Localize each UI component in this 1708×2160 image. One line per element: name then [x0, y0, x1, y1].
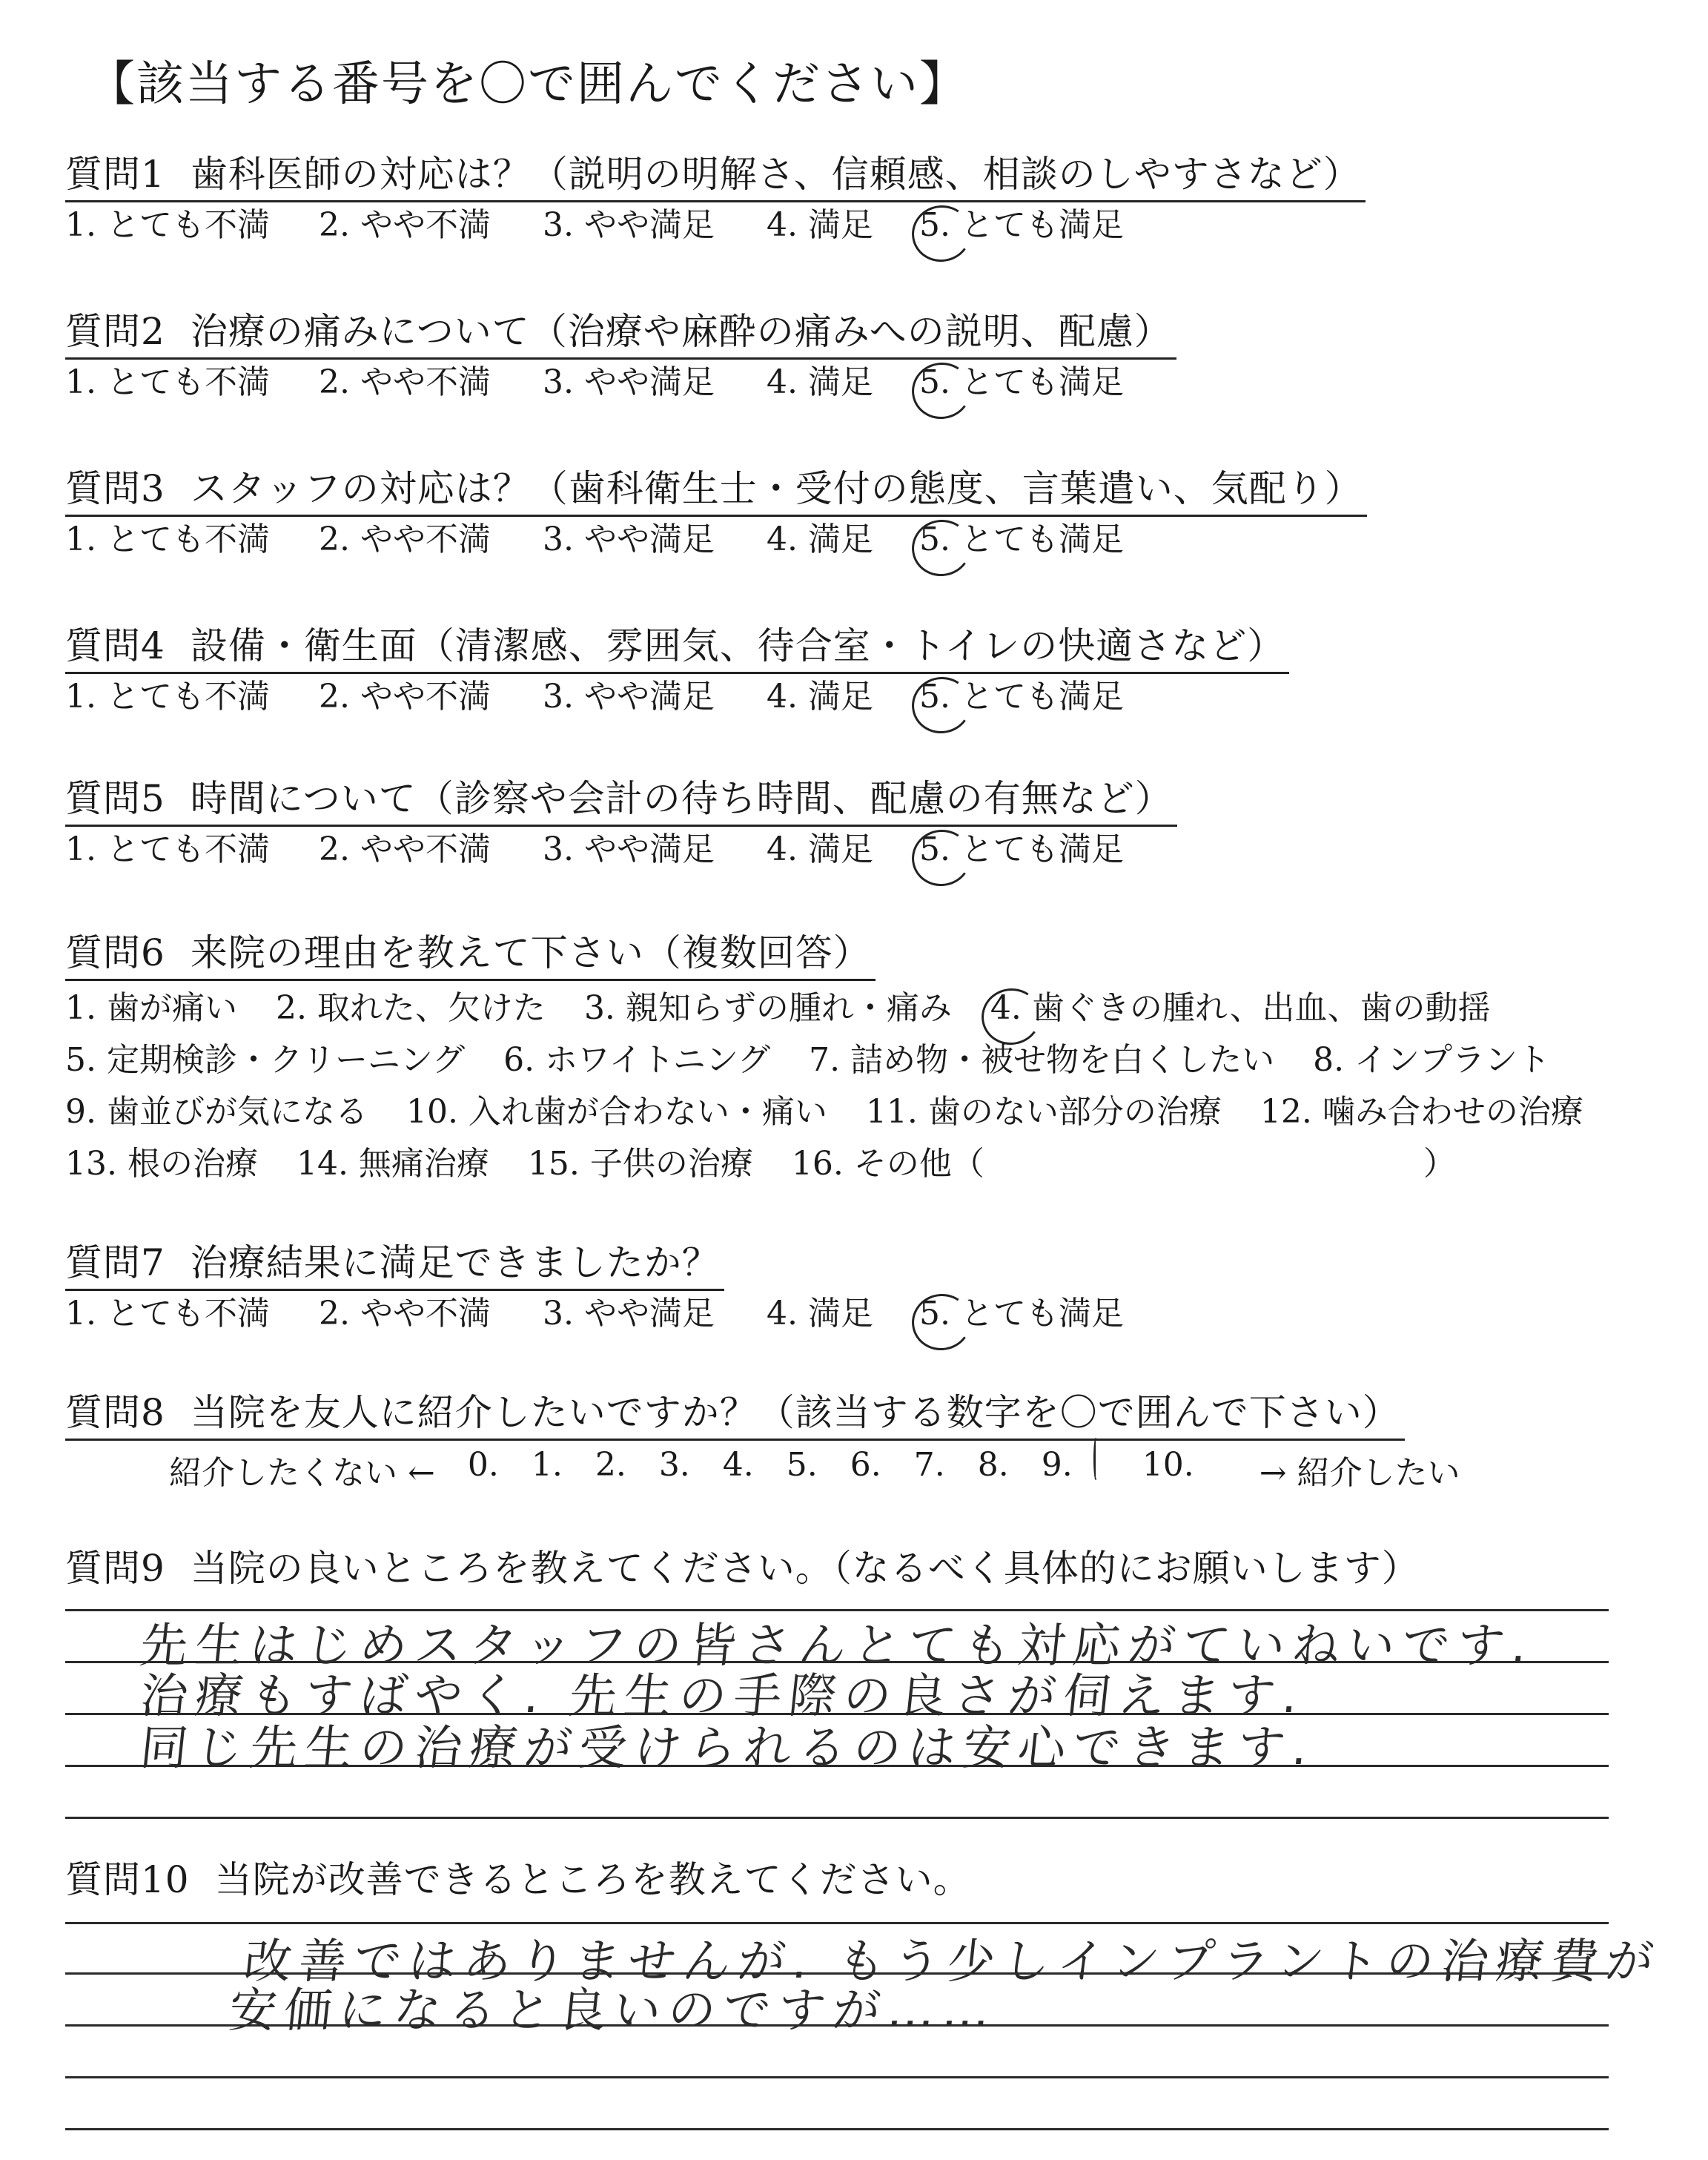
scale-0[interactable]: 0.	[467, 1446, 499, 1484]
scale-7[interactable]: 7.	[913, 1446, 945, 1484]
reason-row-4	[65, 1141, 1622, 1187]
question-text: 当院の良いところを教えてください。（なるべく具体的にお願いします）	[190, 1547, 1420, 1590]
option-3[interactable]: 3. やや満足	[543, 363, 715, 401]
option-2[interactable]: 2. やや不満	[319, 521, 491, 558]
question-4	[65, 620, 1289, 720]
answer-line	[65, 1817, 1609, 1819]
option-2[interactable]: 2. やや不満	[319, 363, 491, 401]
handwritten-answer-line: 安価になると良いのですが……	[226, 1984, 1001, 2038]
reason-option[interactable]: 13. 根の治療	[65, 1145, 258, 1183]
question-text: 時間について（診察や会計の待ち時間、配慮の有無など）	[190, 777, 1173, 820]
selection-circle	[1093, 1438, 1098, 1480]
answer-options	[65, 360, 1176, 406]
question-3-header	[65, 463, 1367, 517]
question-2-header	[65, 305, 1176, 360]
question-8	[65, 1387, 1405, 1441]
reason-option-other[interactable]: 16. その他（	[791, 1145, 984, 1183]
question-number: 質問6	[65, 931, 165, 974]
reason-option[interactable]: 8. インプラント	[1313, 1041, 1551, 1079]
question-5	[65, 773, 1177, 873]
question-number: 質問8	[65, 1391, 165, 1434]
question-number: 質問3	[65, 467, 165, 510]
option-3[interactable]: 3. やや満足	[543, 678, 715, 716]
scale-8[interactable]: 8.	[977, 1446, 1009, 1484]
question-text: 来院の理由を教えて下さい（複数回答）	[190, 931, 871, 974]
option-5-selected[interactable]: 5. とても満足	[919, 202, 1124, 248]
question-1	[65, 148, 1366, 248]
option-4[interactable]: 4. 満足	[767, 678, 873, 716]
question-6-header	[65, 927, 875, 981]
question-text: スタッフの対応は？（歯科衛生士・受付の態度、言葉遣い、気配り）	[190, 467, 1363, 510]
reason-option[interactable]: 5. 定期検診・クリーニング	[65, 1041, 466, 1079]
option-4[interactable]: 4. 満足	[767, 1295, 873, 1332]
option-3[interactable]: 3. やや満足	[543, 1295, 715, 1332]
reason-option[interactable]: 2. 取れた、欠けた	[275, 989, 546, 1027]
option-1[interactable]: 1. とても不満	[65, 830, 270, 868]
reason-option[interactable]: 12. 噛み合わせの治療	[1260, 1093, 1583, 1131]
option-5-selected[interactable]: 5. とても満足	[919, 674, 1124, 720]
question-9	[65, 1542, 1424, 1594]
reason-row-2	[65, 1037, 1622, 1083]
scale-3[interactable]: 3.	[658, 1446, 690, 1484]
question-number: 質問5	[65, 777, 165, 820]
option-1[interactable]: 1. とても不満	[65, 363, 270, 401]
other-close-paren: ）	[1423, 1145, 1456, 1183]
option-2[interactable]: 2. やや不満	[319, 206, 491, 244]
question-text: 当院を友人に紹介したいですか？（該当する数字を〇で囲んで下さい）	[190, 1391, 1400, 1434]
question-10-header	[65, 1854, 976, 1906]
scale-5[interactable]: 5.	[786, 1446, 818, 1484]
answer-options	[65, 674, 1289, 720]
reason-option[interactable]: 1. 歯が痛い	[65, 989, 237, 1027]
option-1[interactable]: 1. とても不満	[65, 678, 270, 716]
reason-option[interactable]: 6. ホワイトニング	[503, 1041, 771, 1079]
answer-options	[65, 1291, 1124, 1337]
question-10	[65, 1854, 976, 1906]
option-2[interactable]: 2. やや不満	[319, 830, 491, 868]
handwritten-answer-line: 改善ではありませんが. もう少しインプラントの治療費が	[241, 1935, 1664, 1989]
recommend-scale	[169, 1446, 1493, 1493]
scale-right-label: → 紹介したい	[1259, 1454, 1460, 1492]
page-title: 【該当する番号を〇で囲んでください】	[87, 57, 968, 112]
option-5-selected[interactable]: 5. とても満足	[919, 827, 1124, 873]
question-8-header	[65, 1387, 1405, 1441]
scale-1[interactable]: 1.	[531, 1446, 563, 1484]
question-1-header	[65, 148, 1366, 202]
question-text: 歯科医師の対応は？（説明の明解さ、信頼感、相談のしやすさなど）	[190, 153, 1361, 196]
answer-line	[65, 2076, 1609, 2078]
answer-options	[65, 517, 1367, 563]
answer-options	[65, 827, 1177, 873]
scale-9[interactable]: 9.	[1041, 1446, 1073, 1484]
reason-option[interactable]: 10. 入れ歯が合わない・痛い	[406, 1093, 827, 1131]
option-3[interactable]: 3. やや満足	[543, 521, 715, 558]
question-5-header	[65, 773, 1177, 827]
handwritten-answer-line: 同じ先生の治療が受けられるのは安心できます.	[137, 1721, 1318, 1776]
reason-option[interactable]: 11. 歯のない部分の治療	[865, 1093, 1222, 1131]
option-4[interactable]: 4. 満足	[767, 521, 873, 558]
option-1[interactable]: 1. とても不満	[65, 206, 270, 244]
question-7	[65, 1237, 1124, 1337]
question-text: 治療の痛みについて（治療や麻酔の痛みへの説明、配慮）	[190, 310, 1172, 353]
question-text: 治療結果に満足できましたか？	[190, 1241, 720, 1284]
option-5-selected[interactable]: 5. とても満足	[919, 1291, 1124, 1337]
option-4[interactable]: 4. 満足	[767, 363, 873, 401]
question-6	[65, 927, 1622, 1187]
option-3[interactable]: 3. やや満足	[543, 206, 715, 244]
option-2[interactable]: 2. やや不満	[319, 1295, 491, 1332]
question-7-header	[65, 1237, 724, 1291]
reason-row-1	[65, 985, 1622, 1031]
scale-4[interactable]: 4.	[722, 1446, 754, 1484]
question-text: 当院が改善できるところを教えてください。	[214, 1858, 971, 1901]
scale-6[interactable]: 6.	[850, 1446, 881, 1484]
option-5-selected[interactable]: 5. とても満足	[919, 517, 1124, 563]
option-4[interactable]: 4. 満足	[767, 206, 873, 244]
scale-left-label: 紹介したくない ←	[169, 1454, 435, 1492]
question-number: 質問1	[65, 153, 165, 196]
option-5-selected[interactable]: 5. とても満足	[919, 360, 1124, 406]
reason-option[interactable]: 14. 無痛治療	[296, 1145, 489, 1183]
handwritten-answer-line: 治療もすばやく. 先生の手際の良さが伺えます.	[137, 1669, 1308, 1724]
reason-option[interactable]: 15. 子供の治療	[527, 1145, 753, 1183]
question-number: 質問2	[65, 310, 165, 353]
question-3	[65, 463, 1367, 563]
option-4[interactable]: 4. 満足	[767, 830, 873, 868]
question-number: 質問10	[65, 1858, 190, 1901]
answer-options	[65, 202, 1366, 248]
question-4-header	[65, 620, 1289, 674]
reason-option[interactable]: 9. 歯並びが気になる	[65, 1093, 368, 1131]
question-number: 質問9	[65, 1547, 165, 1590]
option-1[interactable]: 1. とても不満	[65, 1295, 270, 1332]
question-text: 設備・衛生面（清潔感、雰囲気、待合室・トイレの快適さなど）	[190, 624, 1285, 667]
option-2[interactable]: 2. やや不満	[319, 678, 491, 716]
handwritten-answer-line: 先生はじめスタッフの皆さんとても対応がていねいです.	[137, 1619, 1537, 1674]
question-number: 質問7	[65, 1241, 165, 1284]
reason-option[interactable]: 7. 詰め物・被せ物を白くしたい	[809, 1041, 1275, 1079]
question-2	[65, 305, 1176, 406]
option-1[interactable]: 1. とても不満	[65, 521, 270, 558]
answer-line	[65, 2128, 1609, 2130]
scale-10-selected[interactable]: 10.	[1105, 1446, 1227, 1493]
reason-row-3	[65, 1089, 1622, 1135]
option-3[interactable]: 3. やや満足	[543, 830, 715, 868]
question-9-header	[65, 1542, 1424, 1594]
scale-2[interactable]: 2.	[595, 1446, 626, 1484]
question-number: 質問4	[65, 624, 165, 667]
reason-option-selected[interactable]: 4. 歯ぐきの腫れ、出血、歯の動揺	[990, 985, 1491, 1031]
reason-option[interactable]: 3. 親知らずの腫れ・痛み	[583, 989, 952, 1027]
